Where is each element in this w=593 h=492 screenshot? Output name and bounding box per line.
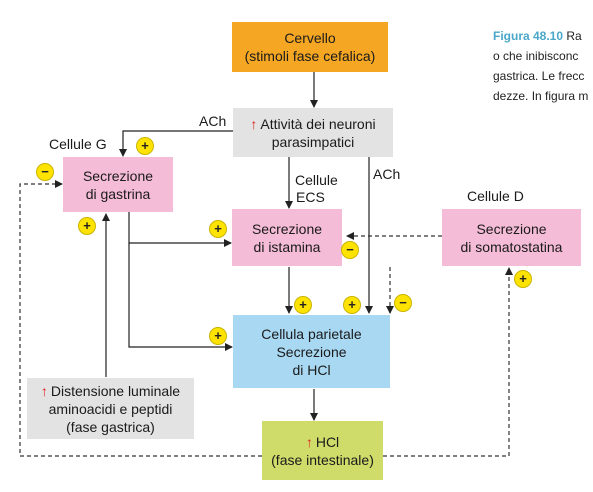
up-arrow-icon: ↑ (250, 115, 258, 132)
distension-line2: aminoacidi e peptidi (48, 400, 173, 417)
caption-line1-tail: Ra (566, 29, 582, 43)
label-ach-left: ACh (199, 113, 227, 129)
gastrin-line1: Secrezione (82, 167, 154, 184)
box-hcl (262, 421, 383, 480)
hcl-line1: HCl (315, 433, 340, 450)
plus-badge-somatostatin: + (514, 270, 532, 288)
up-arrow-icon: ↑ (40, 382, 48, 399)
somatostatin-line2: di somatostatina (460, 238, 563, 255)
parasympathetic-line2: parasimpatici (271, 133, 355, 150)
minus-badge-gastrin: − (36, 163, 54, 181)
label-ach-right: ACh (373, 166, 401, 182)
figure-caption (493, 26, 593, 106)
gastrin-line2: di gastrina (85, 185, 151, 202)
box-gastrin (63, 157, 173, 212)
parietal-line3: di HCl (292, 361, 331, 378)
box-parietal (233, 315, 390, 388)
plus-badge-parietal-histamine: + (294, 296, 312, 314)
minus-badge-histamine: − (341, 241, 359, 259)
distension-line1: Distensione luminale (50, 382, 181, 399)
histamine-line1: Secrezione (251, 220, 323, 237)
label-cellule-ecs-1: Cellule (295, 172, 338, 188)
brain-line2: (stimoli fase cefalica) (244, 48, 376, 64)
plus-badge-histamine: + (209, 220, 227, 238)
caption-line2: o che inibisconc (493, 49, 579, 63)
box-somatostatin (442, 209, 581, 266)
up-arrow-icon: ↑ (305, 433, 313, 450)
caption-line3: gastrica. Le frecc (493, 69, 585, 83)
label-cellule-d: Cellule D (467, 188, 524, 204)
box-parasympathetic (233, 108, 393, 157)
plus-badge-parietal-gastrin: + (209, 327, 227, 345)
minus-badge-parietal: − (394, 294, 412, 312)
histamine-line2: di istamina (253, 238, 321, 255)
parietal-line2: Secrezione (276, 343, 347, 360)
box-distension (27, 378, 194, 439)
parasympathetic-line1: Attività dei neuroni (260, 115, 376, 132)
box-brain (232, 22, 388, 72)
distension-line3: (fase gastrica) (66, 418, 155, 435)
somatostatin-line1: Secrezione (476, 220, 547, 237)
plus-badge-gastrin-bottom: + (78, 217, 96, 235)
label-cellule-ecs-2: ECS (296, 189, 325, 205)
parietal-line1: Cellula parietale (261, 325, 362, 342)
plus-badge-parietal-ach: + (343, 296, 361, 314)
plus-badge-gastrin-top: + (136, 137, 154, 155)
label-cellule-g: Cellule G (49, 136, 107, 152)
caption-line4: dezze. In figura m (493, 89, 589, 103)
brain-line1: Cervello (284, 30, 336, 46)
figure-label: Figura 48.10 (493, 29, 564, 43)
hcl-line2: (fase intestinale) (271, 451, 374, 468)
box-histamine (232, 209, 342, 266)
